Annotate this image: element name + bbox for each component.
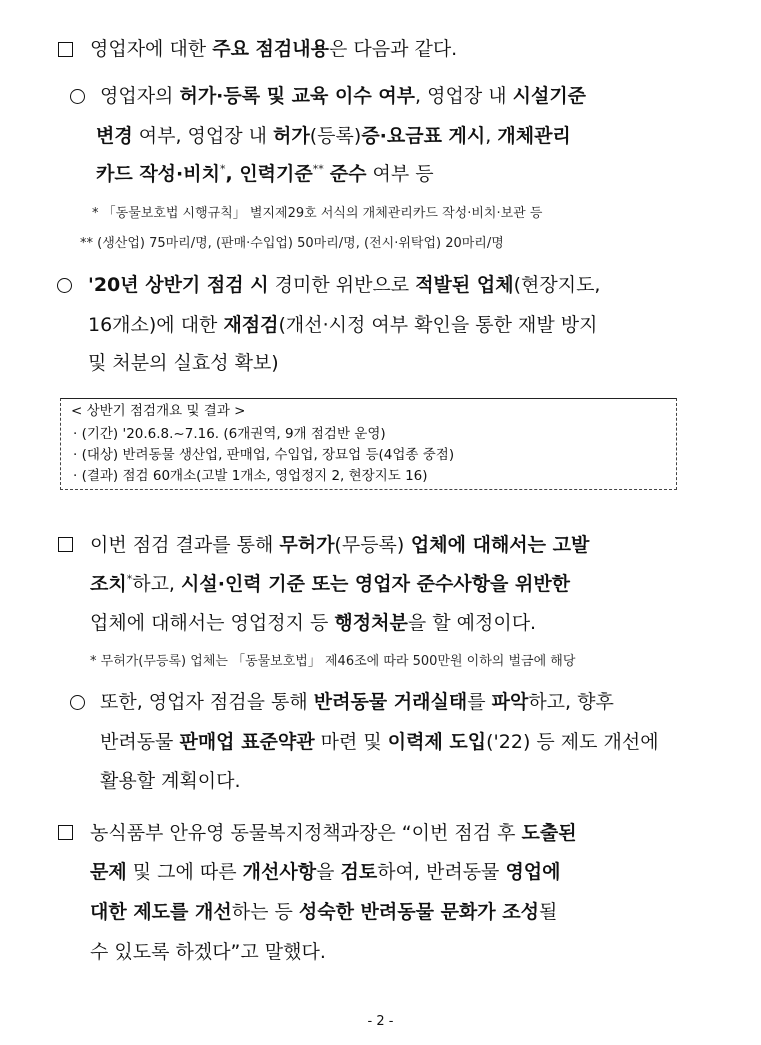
- footnote-1: * 「동물보호법 시행규칙」 별지제29호 서식의 개체관리카드 작성·비치·보관 등: [92, 206, 543, 221]
- text-run-bold: 판매업 표준약관: [179, 731, 315, 753]
- text-run-bold: 주요 점검내용: [212, 38, 329, 60]
- circle-bullet: [70, 695, 85, 710]
- square-bullet: [58, 825, 73, 840]
- text-run: 16개소)에 대한: [88, 314, 224, 336]
- text-run: 이번 점검 결과를 통해: [90, 534, 280, 556]
- section2a-line3: [100, 768, 241, 794]
- square-bullet: [58, 42, 73, 57]
- text-run: 경미한 위반으로: [268, 274, 416, 296]
- page-number: - 2 -: [367, 1014, 394, 1029]
- summary-box: [60, 398, 677, 490]
- footnote-mark: *: [219, 162, 226, 176]
- footnote-3: * 무허가(무등록) 업체는 「동물보호법」 제46조에 따라 500만원 이하의 벌금에 해당: [90, 654, 576, 669]
- section3-line1: [90, 820, 577, 846]
- text-run: , 영업장 내: [415, 85, 513, 107]
- text-run-bold: 조치: [90, 573, 127, 595]
- text-run-bold: 개체관리: [497, 125, 571, 147]
- text-run-bold: 업체에 대해서는 고발: [404, 534, 590, 556]
- section2-line2: [90, 571, 570, 597]
- text-run-bold: 시설·인력 기준 또는 영업자 준수사항을 위반한: [181, 573, 571, 595]
- summary-box-title: < 상반기 점검개요 및 결과 >: [71, 403, 246, 419]
- circle-bullet: [57, 278, 72, 293]
- section1b-line1: [88, 272, 600, 298]
- section2a-line1: [100, 689, 614, 715]
- section1a-line1: [100, 83, 586, 109]
- text-run: 활용할 계획이다.: [100, 770, 241, 792]
- text-run: (등록): [309, 125, 362, 147]
- section3-line4: [90, 939, 326, 965]
- text-run-bold: 시설기준: [512, 85, 587, 107]
- section1-line1: [90, 36, 457, 62]
- section3-line2: [90, 859, 561, 885]
- text-run-bold: 대한 제도를 개선: [90, 901, 232, 923]
- text-run-bold: 무허가: [279, 534, 335, 556]
- text-run: 농식품부 안유영 동물복지정책과장은 “이번 점검 후: [90, 822, 522, 844]
- section1b-line3: [88, 350, 279, 376]
- text-run: 을 할 예정이다.: [407, 612, 537, 634]
- text-run-bold: 영업에: [505, 861, 561, 883]
- text-run-bold: 반려동물 거래실태: [313, 691, 468, 713]
- section1a-line2: [96, 123, 571, 149]
- text-run-bold: 변경: [96, 125, 133, 147]
- text-run: 될: [538, 901, 558, 923]
- text-run-bold: 재점검: [223, 314, 279, 336]
- text-run: ,: [485, 125, 498, 147]
- text-run: 및 그에 따른: [126, 861, 243, 883]
- section1a-line3: [96, 161, 434, 187]
- text-run: 은 다음과 같다.: [328, 38, 458, 60]
- text-run-bold: ,: [225, 163, 240, 185]
- text-run-bold: 검토: [340, 861, 378, 883]
- section3-line3: [90, 899, 557, 925]
- text-run-bold: 개선사항: [242, 861, 317, 883]
- square-bullet: [58, 537, 73, 552]
- text-run-bold: 문제: [90, 861, 127, 883]
- text-run-bold: 적발된 업체: [415, 274, 514, 296]
- text-run: 하여, 반려동물: [377, 861, 506, 883]
- text-run: 업체에 대해서는 영업정지 등: [90, 612, 335, 634]
- text-run: 마련 및: [314, 731, 388, 753]
- text-run: ('22) 등 제도 개선에: [486, 731, 659, 753]
- text-run: 및 처분의 실효성 확보): [88, 352, 279, 374]
- section2-line1: [90, 532, 589, 558]
- footnote-2: ** (생산업) 75마리/명, (판매·수입업) 50마리/명, (전시·위탁업) 20마리/명: [80, 236, 504, 251]
- text-run-bold: 도출된: [521, 822, 577, 844]
- text-run-bold: 준수: [329, 163, 367, 185]
- summary-box-row-target: · (대상) 반려동물 생산업, 판매업, 수입업, 장묘업 등(4업종 중점): [73, 447, 455, 463]
- text-run-bold: 이력제 도입: [387, 731, 487, 753]
- text-run-bold: 행정처분: [334, 612, 408, 634]
- text-run: 또한, 영업자 점검을 통해: [100, 691, 314, 713]
- text-run-bold: 카드 작성·비치: [96, 163, 220, 185]
- text-run: 영업자의: [100, 85, 180, 107]
- section2a-line2: [100, 729, 659, 755]
- text-run: (무등록): [334, 534, 405, 556]
- circle-bullet: [70, 89, 85, 104]
- section1b-line2: [88, 312, 597, 338]
- text-run: 하고, 향후: [528, 691, 614, 713]
- text-run-bold: 성숙한 반려동물 문화가 조성: [298, 901, 539, 923]
- text-run: 하는 등: [231, 901, 299, 923]
- footnote-mark: **: [312, 162, 324, 176]
- text-run: 을: [316, 861, 341, 883]
- text-run: 수 있도록 하겠다”고 말했다.: [90, 941, 326, 963]
- text-run: 영업자에 대한: [90, 38, 213, 60]
- section2-line3: [90, 610, 536, 636]
- text-run-bold: 인력기준: [239, 163, 313, 185]
- text-run: 여부 등: [366, 163, 434, 185]
- text-run-bold: 허가·등록 및 교육 이수 여부: [179, 85, 416, 107]
- text-run: (현장지도,: [513, 274, 601, 296]
- text-run-bold: '20년 상반기 점검 시: [88, 274, 269, 296]
- text-run-bold: 허가: [273, 125, 310, 147]
- footnote-mark: *: [126, 572, 133, 586]
- text-run-bold: 파악: [491, 691, 529, 713]
- summary-box-row-period: · (기간) '20.6.8.~7.16. (6개권역, 9개 점검반 운영): [73, 426, 386, 442]
- text-run: 반려동물: [100, 731, 180, 753]
- text-run: 여부, 영업장 내: [132, 125, 274, 147]
- text-run: (개선·시정 여부 확인을 통한 재발 방지: [278, 314, 598, 336]
- text-run: 하고,: [132, 573, 182, 595]
- summary-box-row-result: · (결과) 점검 60개소(고발 1개소, 영업정지 2, 현장지도 16): [73, 468, 428, 484]
- text-run: 를: [467, 691, 492, 713]
- text-run-bold: 증·요금표 게시: [361, 125, 486, 147]
